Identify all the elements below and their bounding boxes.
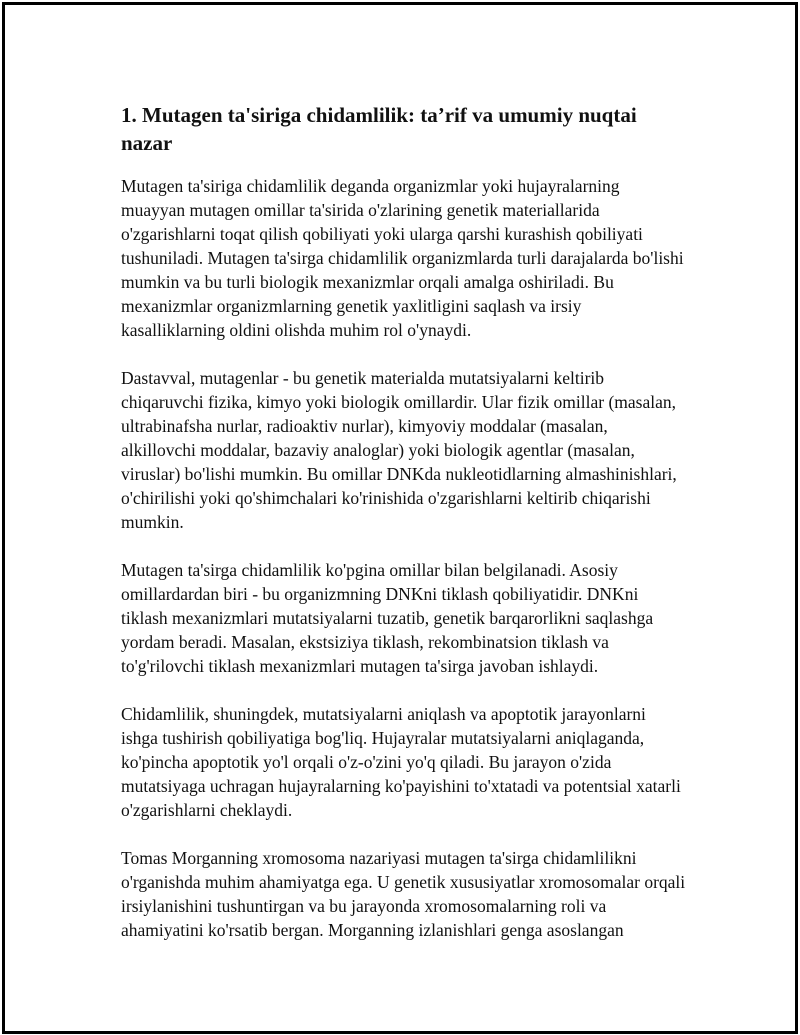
paragraph-apoptosis: Chidamlilik, shuningdek, mutatsiyalarni aniqlash va apoptotik jarayonlarni ishga tushirish qobiliyatiga bog'liq. Hujayralar mutatsiyalarni aniqlaganda, ko'pincha apoptotik yo'l orqali o'z-o'zini yo'q qiladi. Bu jarayon o'zida mutatsiyaga uchragan hujayralarning ko'payishini to'xtatadi va potentsial xatarli o'zgarishlarni cheklaydi. xyxy=(121,704,681,820)
section-heading: 1. Mutagen ta'siriga chidamlilik: ta’rif va umumiy nuqtai nazar xyxy=(121,103,637,155)
paragraph-mutagens: Dastavval, mutagenlar - bu genetik materialda mutatsiyalarni keltirib chiqaruvchi fizika, kimyo yoki biologik omillardir. Ular fizik omillar (masalan, ultrabinafsha nurlar, radioaktiv nurlar), kimyoviy moddalar (masalan, alkillovchi moddalar, bazaviy analoglar) yoki biologik agentlar (masalan, viruslar) bo'lishi mumkin. Bu omillar DNKda nukleotidlarning almashinishlari, o'chirilishi yoki qo'shimchalari ko'rinishida o'zgarishlarni keltirib chiqarishi mumkin. xyxy=(121,368,677,532)
paragraph-morgan-theory: Tomas Morganning xromosoma nazariyasi mutagen ta'sirga chidamlilikni o'rganishda muhim ahamiyatga ega. U genetik xususiyatlar xromosomalar orqali irsiylanishini tushuntirgan va bu jarayonda xromosomalarning roli va ahamiyatini ko'rsatib bergan. Morganning izlanishlari genga asoslangan xyxy=(121,848,686,940)
paragraph-dna-repair: Mutagen ta'sirga chidamlilik ko'pgina omillar bilan belgilanadi. Asosiy omillardardan biri - bu organizmning DNKni tiklash qobiliyatidir. DNKni tiklash mexanizmlari mutatsiyalarni tuzatib, genetik barqarorlikni saqlashga yordam beradi. Masalan, ekstsiziya tiklash, rekombinatsion tiklash va to'g'rilovchi tiklash mexanizmlari mutagen ta'sirga javoban ishlaydi. xyxy=(121,560,654,676)
paragraph-definition: Mutagen ta'siriga chidamlilik deganda organizmlar yoki hujayralarning muayyan mutagen omillar ta'sirida o'zlarining genetik materiallarida o'zgarishlarni toqat qilish qobiliyati yoki ularga qarshi kurashish qobiliyati tushuniladi. Mutagen ta'sirga chidamlilik organizmlarda turli darajalarda bo'lishi mumkin va bu turli biologik mexanizmlar orqali amalga oshiriladi. Bu mexanizmlar organizmlarning genetik yaxlitligini saqlash va irsiy kasalliklarning oldini olishda muhim rol o'ynaydi. xyxy=(121,176,684,340)
page-frame xyxy=(2,2,798,1034)
document-body xyxy=(121,101,686,942)
